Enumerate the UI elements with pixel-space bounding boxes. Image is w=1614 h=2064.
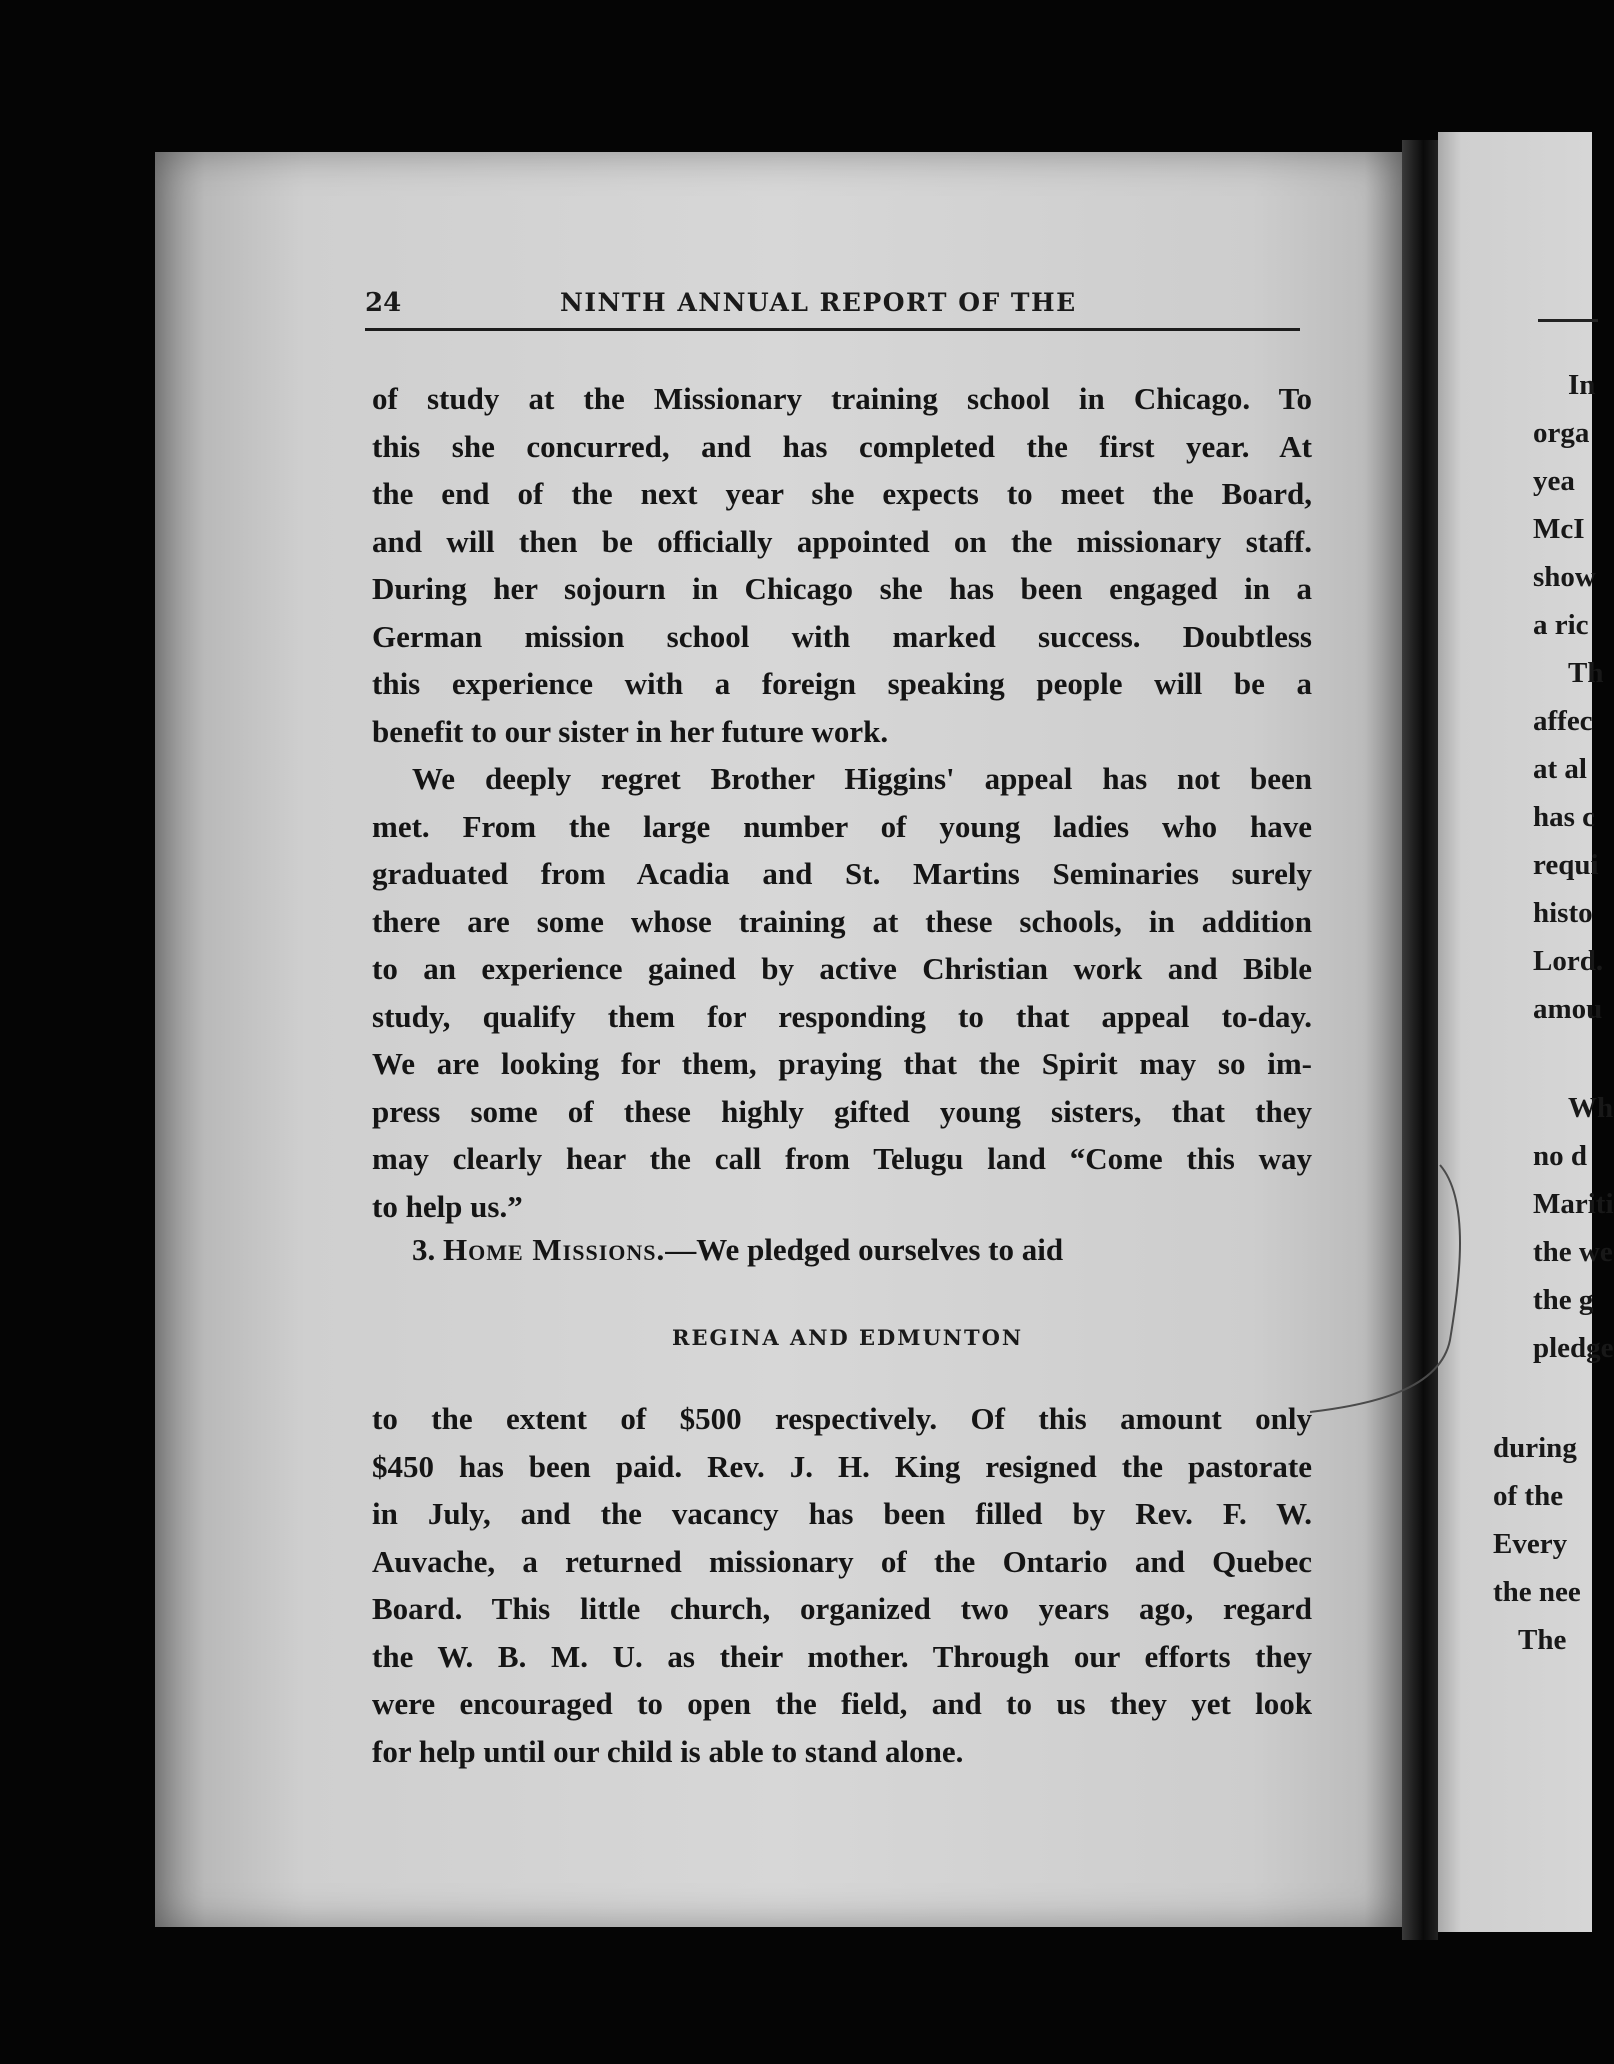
section-title: Home Missions. — [443, 1232, 666, 1267]
facing-page-fragment: orga — [1533, 417, 1590, 449]
text-line: Auvache, a returned missionary of the Ontario and Quebec — [372, 1543, 1312, 1579]
text-line: study, qualify them for responding to that appeal to-day. — [372, 998, 1312, 1034]
running-head — [365, 288, 1300, 331]
facing-page-rule — [1538, 319, 1598, 322]
text-line: $450 has been paid. Rev. J. H. King resigned the pastorate — [372, 1448, 1312, 1484]
text-line: this she concurred, and has completed the first year. At — [372, 428, 1312, 464]
facing-page-fragment: the we — [1533, 1236, 1613, 1268]
facing-page-fragment: McI — [1533, 513, 1585, 545]
text-line: there are some whose training at these schools, in addition — [372, 903, 1312, 939]
text-line: met. From the large number of young ladies who have — [372, 808, 1312, 844]
text-line: Board. This little church, organized two years ago, regard — [372, 1591, 1312, 1626]
facing-page-fragment: Lord. — [1533, 945, 1604, 977]
text-line: the end of the next year she expects to meet the Board, — [372, 476, 1312, 511]
facing-page-fragment: during — [1493, 1432, 1577, 1464]
facing-page-fragment: Mariti — [1533, 1188, 1614, 1220]
facing-page-fragment: The — [1518, 1624, 1567, 1656]
header-title: NINTH ANNUAL REPORT OF THE — [560, 288, 1077, 317]
facing-page-fragment: Wh — [1568, 1092, 1614, 1124]
facing-page-fragment: the g — [1533, 1284, 1594, 1316]
text-line: the W. B. M. U. as their mother. Through our efforts they — [372, 1638, 1312, 1674]
text-line: of study at the Missionary training school in Chicago. To — [372, 381, 1312, 416]
facing-page-fragment: at al — [1533, 753, 1587, 785]
text-line: were encouraged to open the field, and to us they yet look — [372, 1686, 1312, 1721]
book-gutter — [1402, 140, 1438, 1940]
subheading: REGINA AND EDMUNTON — [672, 1325, 1024, 1350]
facing-page-fragment: Th — [1568, 657, 1604, 689]
facing-page-fragment: yea — [1533, 465, 1575, 497]
facing-page-fragment: In — [1568, 369, 1596, 401]
text-line: in July, and the vacancy has been filled by Rev. F. W. — [372, 1496, 1312, 1531]
facing-page-fragment: Every — [1493, 1528, 1568, 1560]
facing-page-fragment: histo — [1533, 897, 1593, 929]
text-line: We deeply regret Brother Higgins' appeal has not been — [412, 761, 1312, 796]
text-line: for help until our child is able to stand alone. — [372, 1733, 964, 1769]
section-heading — [412, 1232, 1063, 1268]
facing-page-fragment: amou — [1533, 993, 1603, 1025]
section-number: 3. — [412, 1232, 436, 1267]
text-line: this experience with a foreign speaking people will be a — [372, 666, 1312, 701]
facing-page-fragment: of the — [1493, 1480, 1564, 1512]
text-line: and will then be officially appointed on the missionary staff. — [372, 523, 1312, 559]
body-text-upper — [372, 375, 1312, 1230]
text-line: During her sojourn in Chicago she has been engaged in a — [372, 571, 1312, 606]
text-line: We are looking for them, praying that the Spirit may so im- — [372, 1046, 1312, 1081]
page-number: 24 — [365, 288, 402, 318]
facing-page-fragment: affec — [1533, 705, 1593, 737]
facing-page-fragment: no d — [1533, 1140, 1588, 1172]
body-text-lower — [372, 1395, 1312, 1775]
facing-page-fragment: a ric — [1533, 609, 1589, 641]
facing-page-fragment: has c — [1533, 801, 1596, 833]
text-line: to the extent of $500 respectively. Of this amount only — [372, 1401, 1312, 1436]
text-line: press some of these highly gifted young sisters, that they — [372, 1093, 1312, 1129]
facing-page-fragment: pledge — [1533, 1332, 1614, 1364]
facing-page-fragment: the nee — [1493, 1576, 1581, 1608]
text-line: benefit to our sister in her future work. — [372, 713, 889, 749]
text-line: may clearly hear the call from Telugu land “Come this way — [372, 1141, 1312, 1176]
text-line: to an experience gained by active Christian work and Bible — [372, 951, 1312, 986]
text-line: to help us.” — [372, 1188, 523, 1224]
pencil-bracket-mark — [1310, 1160, 1470, 1420]
facing-page — [1438, 132, 1614, 1932]
text-line: German mission school with marked success. Doubtless — [372, 618, 1312, 654]
section-lead-text: —We pledged ourselves to aid — [665, 1232, 1064, 1267]
text-line: graduated from Acadia and St. Martins Seminaries surely — [372, 856, 1312, 891]
facing-page-fragment: show — [1533, 561, 1596, 593]
facing-page-fragment: requi — [1533, 849, 1599, 881]
